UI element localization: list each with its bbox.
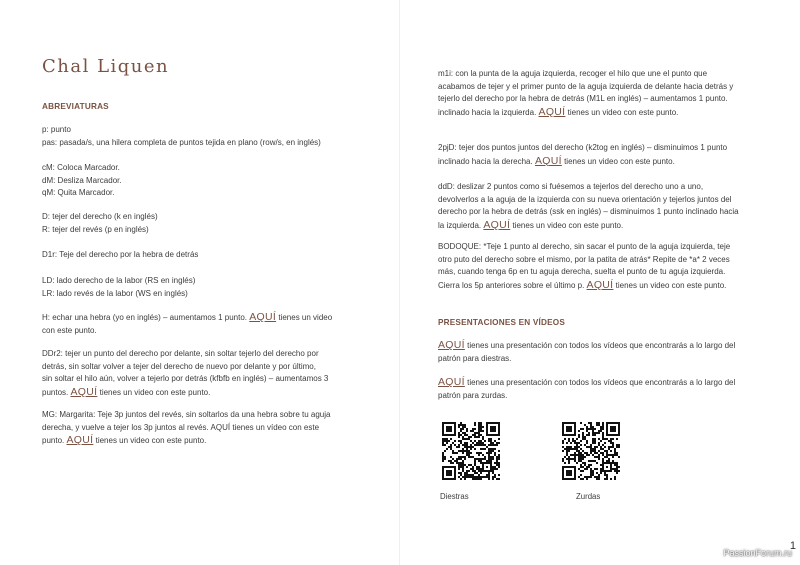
- abbr-text: tienes un video con este punto.: [99, 387, 211, 397]
- abbr-group-sides: [42, 275, 195, 300]
- right-page: [400, 0, 800, 565]
- site-watermark: PassionForum.ru: [723, 548, 792, 558]
- presentation-link-zurdas[interactable]: AQUÍ: [438, 376, 465, 388]
- abbr-line: p: punto: [42, 125, 71, 134]
- abbr-line: detrás, sin soltar volver a tejer del derecho de nuevo por delante y por último,: [42, 361, 316, 371]
- abbr-group-ddr2: [42, 348, 328, 399]
- abbr-line: [438, 106, 733, 120]
- abbr-group-yo: [42, 311, 332, 337]
- presentation-line: [438, 376, 735, 390]
- abbr-line: acabamos de tejer y el primer punto de la aguja izquierda de delante hacia detrás y: [438, 81, 734, 91]
- abbr-text: tienes un video con este punto.: [512, 220, 624, 230]
- abbr-text: inclinado hacia la izquierda.: [438, 107, 537, 117]
- abbr-line: dM: Desliza Marcador.: [42, 175, 122, 185]
- abbr-text: la izquierda.: [438, 220, 482, 230]
- abbr-group-basic: [42, 124, 321, 149]
- abbr-group-2pjd: [438, 142, 727, 168]
- abbr-group-bodoque: [438, 241, 730, 292]
- video-link-ddr2[interactable]: AQUÍ: [70, 385, 98, 398]
- abbr-line: con este punto.: [42, 325, 97, 335]
- video-link-ddd[interactable]: AQUÍ: [483, 218, 511, 231]
- abbr-text: Cierra los 5p anteriores sobre el último p.: [438, 280, 585, 290]
- abbr-line: derecha, y vuelve a tejer los 3p juntos al revés. AQUÍ tienes un vídeo con este: [42, 422, 320, 432]
- presentation-line: patrón para diestras.: [438, 353, 512, 363]
- presentation-line: patrón para zurdas.: [438, 390, 508, 400]
- qr-label-diestras: Diestras: [440, 492, 469, 501]
- section-heading-presentaciones: PRESENTACIONES EN VÍDEOS: [438, 318, 566, 327]
- abbr-line: BODOQUE: *Teje 1 punto al derecho, sin sacar el punto de la aguja izquierda, teje: [438, 242, 731, 251]
- qr-label-zurdas: Zurdas: [576, 492, 601, 501]
- abbr-group-knit-purl: [42, 211, 158, 236]
- video-link-2pjd[interactable]: AQUÍ: [534, 154, 562, 167]
- video-link-bodoque[interactable]: AQUÍ: [586, 278, 614, 291]
- video-link-margarita[interactable]: AQUÍ: [66, 434, 94, 447]
- abbr-group-markers: [42, 162, 122, 200]
- abbr-line: D: tejer del derecho (k en inglés): [42, 212, 158, 221]
- abbr-line: D1r: Teje del derecho por la hebra de detrás: [42, 250, 199, 259]
- abbr-line: [42, 311, 332, 325]
- abbr-text: tienes un video con este punto.: [95, 436, 207, 446]
- abbr-line: LD: lado derecho de la labor (RS en inglés): [42, 276, 196, 285]
- page-number: 1: [789, 540, 796, 552]
- abbr-line: LR: lado revés de la labor (WS en inglés): [42, 288, 188, 298]
- page-title: Chal Liquen: [42, 56, 170, 77]
- abbr-line: [438, 279, 730, 293]
- abbr-line: cM: Coloca Marcador.: [42, 163, 120, 172]
- section-heading-abreviaturas: ABREVIATURAS: [42, 102, 109, 111]
- abbr-line: [42, 386, 328, 400]
- video-link-m1i[interactable]: AQUÍ: [538, 105, 566, 118]
- abbr-line: sin soltar el hilo aún, volver a tejerlo por detrás (kfbfb en inglés) – aumentamos 3: [42, 374, 329, 384]
- abbr-line: [42, 434, 330, 448]
- abbr-line: más, cuando tenga 6p en tu aguja derecha, suelta el punto de tu aguja izquierda.: [438, 267, 726, 277]
- presentation-zurdas: [438, 376, 735, 402]
- qr-code-diestras-icon[interactable]: [442, 422, 500, 480]
- abbr-line: ddD: deslizar 2 puntos como si fuésemos a tejerlos del derecho uno a uno,: [438, 182, 704, 191]
- abbr-line: R: tejer del revés (p en inglés): [42, 224, 149, 234]
- abbr-line: 2pjD: tejer dos puntos juntos del derecho (k2tog en inglés) – disminuimos 1 punto: [438, 143, 728, 152]
- presentation-line: [438, 339, 735, 353]
- video-link-yo[interactable]: AQUÍ: [249, 311, 277, 323]
- abbr-line: derecho por la hebra de detrás (ssk en inglés) – disminuimos 1 punto inclinado hacia: [438, 207, 739, 217]
- presentation-text: tienes una presentación con todos los vídeos que encontrarás a lo largo del: [467, 378, 736, 387]
- abbr-line: m1i: con la punta de la aguja izquierda, recoger el hilo que une el punto que: [438, 69, 708, 78]
- abbr-text: inclinado hacia la derecha.: [438, 156, 533, 166]
- abbr-group-ddd: [438, 181, 739, 232]
- abbr-line: qM: Quita Marcador.: [42, 188, 115, 198]
- abbr-line: tejerlo del derecho por la hebra de detrás (M1L en inglés) – aumentamos 1 punto.: [438, 94, 728, 104]
- abbr-group-margarita: [42, 409, 330, 448]
- abbr-line: pas: pasada/s, una hilera completa de puntos tejida en plano (row/s, en inglés): [42, 137, 321, 147]
- abbr-line: devolverlos a la aguja de la izquierda con su nueva orientación y tejerlos juntos del: [438, 194, 732, 204]
- presentation-diestras: [438, 339, 735, 365]
- abbr-text: tienes un video con este punto.: [564, 156, 675, 166]
- abbr-line: [438, 155, 727, 169]
- abbr-group-m1i: [438, 68, 733, 119]
- abbr-text: puntos.: [42, 387, 69, 397]
- abbr-group-d1r: [42, 249, 198, 262]
- presentation-link-diestras[interactable]: AQUÍ: [438, 339, 465, 351]
- presentation-text: tienes una presentación con todos los vídeos que encontrarás a lo largo del: [467, 341, 736, 350]
- abbr-line: MG: Margarita: Teje 3p juntos del revés, sin soltarlos da una hebra sobre tu aguja: [42, 410, 331, 419]
- abbr-line: otro puto del derecho sobre el mismo, por la patita de atrás* Repite de *a* 2 veces: [438, 254, 730, 264]
- abbr-line: [438, 219, 739, 233]
- abbr-text: tienes un video: [278, 313, 333, 322]
- abbr-text: H: echar una hebra (yo en inglés) – aumentamos 1 punto.: [42, 313, 248, 322]
- abbr-text: punto.: [42, 436, 65, 446]
- qr-code-zurdas-icon[interactable]: [562, 422, 620, 480]
- abbr-text: tienes un video con este punto.: [615, 280, 727, 290]
- abbr-text: tienes un video con este punto.: [567, 107, 679, 117]
- abbr-line: DDr2: tejer un punto del derecho por delante, sin soltar tejerlo del derecho por: [42, 349, 319, 358]
